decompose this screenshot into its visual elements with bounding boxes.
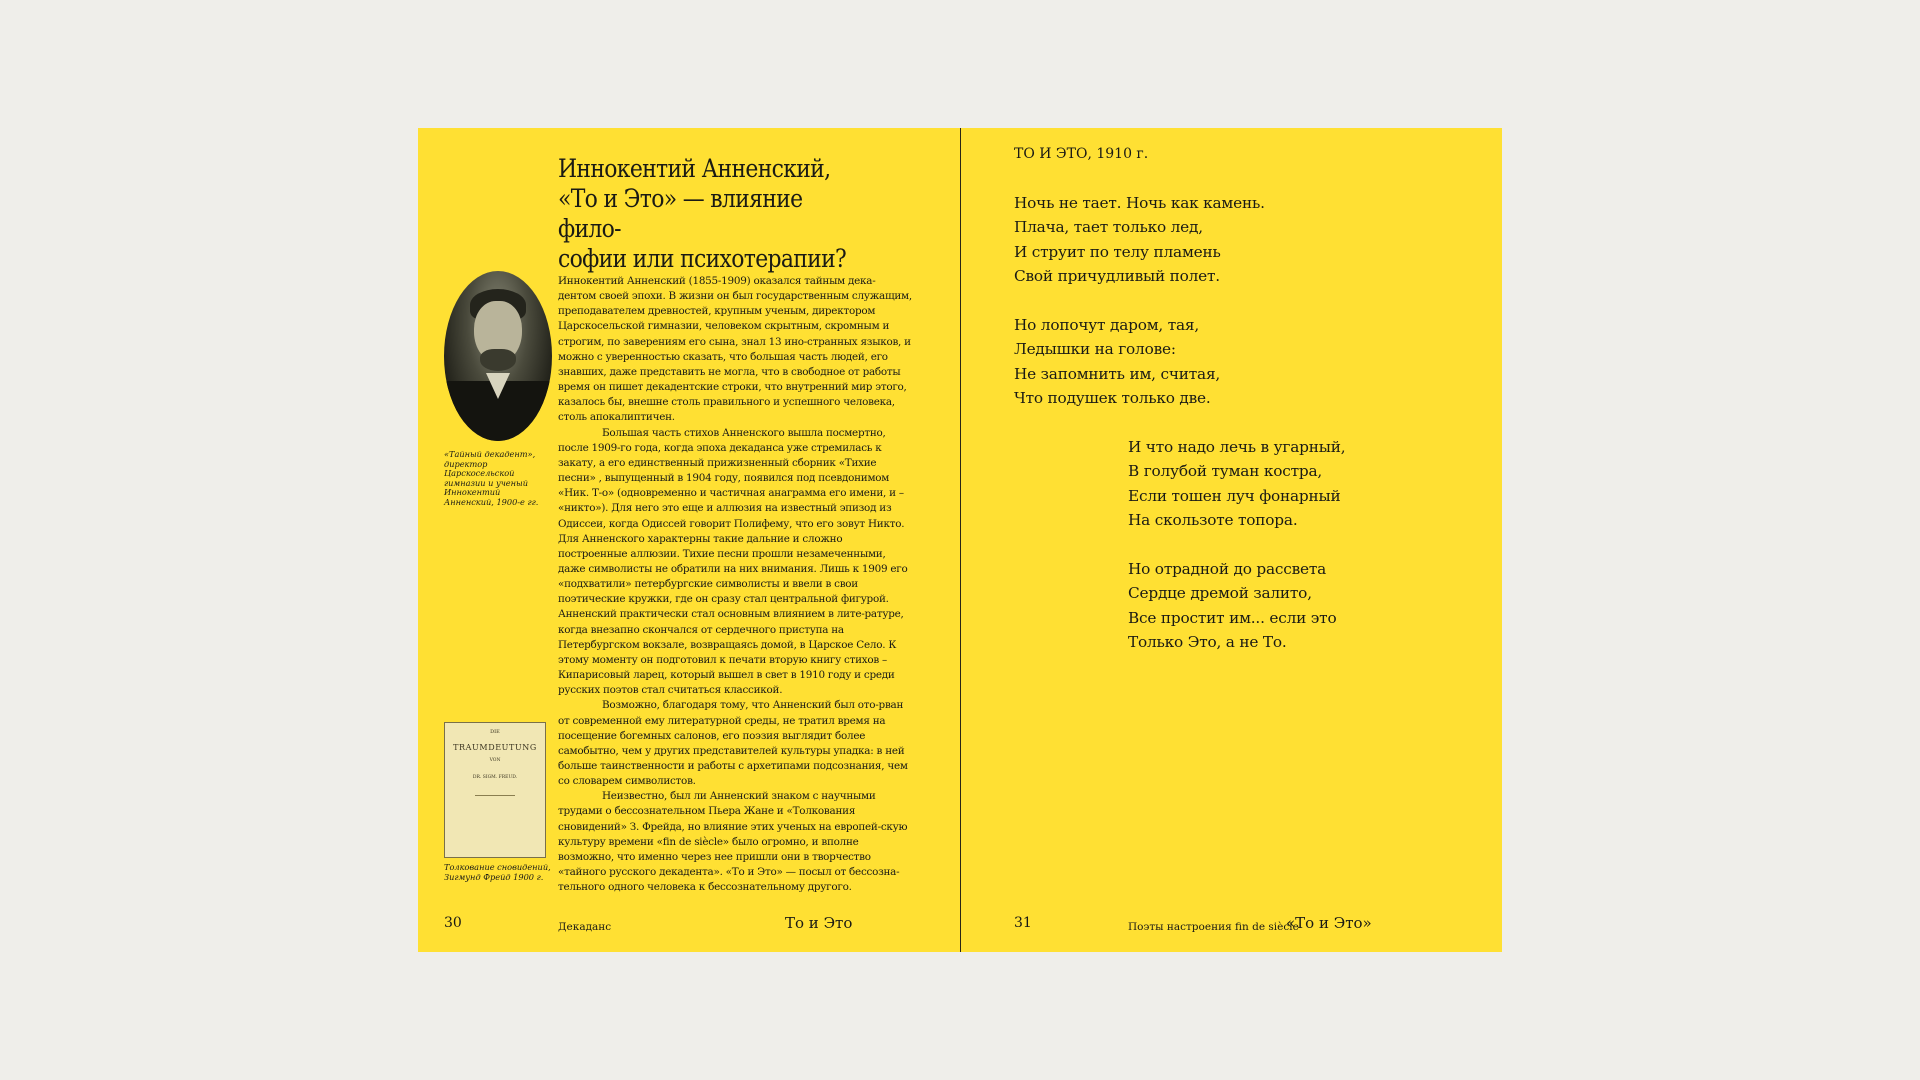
section-label: Поэты настроения fin de siècle	[1128, 921, 1299, 933]
poem-line: Что подушек только две.	[1014, 388, 1211, 407]
paragraph: Неизвестно, был ли Анненский знаком с научными трудами о бессознательном Пьера Жане и «Толкования сновидений» З. Фрейда, но влияние этих ученых на европей-скую культуру времени «fin de siècle» было огромно, и вполне возможно, что именно через нее пришли они в творчество «тайного русского декадента». «То и Это» — посыл от бессозна-тельного одного человека к бессознательному другого.	[558, 790, 908, 894]
portrait-caption: «Тайный декадент», директор Царскосельской гимназии и ученый Иннокентий Анненский, 1900-е гг.	[444, 449, 539, 507]
poem-line: Свой причудливый полет.	[1014, 266, 1220, 285]
left-page	[418, 128, 960, 952]
poem-line: И струит по телу пламень	[1014, 242, 1221, 261]
section-label: Декаданс	[558, 921, 612, 933]
paragraph: Иннокентий Анненский (1855-1909) оказался тайным дека-дентом своей эпохи. В жизни он был государственным служащим, преподавателем древностей, крупным ученым, директором Царскосельской гимназии, человеком скрытным, скромным и строгим, по заверениям его сына, знал 13 ино-странных языков, и можно с уверенностью сказать, что большая часть людей, его знавших, даже представить не могла, что в свободное от работы время он пишет декадентские строки, что внутренний мир этого, казалось бы, внешне столь правильного и успешного человека, столь апокалиптичен.	[558, 275, 912, 424]
book-cover-author: DR. SIGM. FREUD.	[472, 775, 518, 780]
poem-heading: ТО И ЭТО, 1910 г.	[1014, 146, 1149, 162]
book-cover-line: VON	[489, 758, 501, 763]
magazine-spread	[418, 128, 1502, 952]
poem-line: Но отрадной до рассвета	[1128, 560, 1327, 578]
poem-line: Только Это, а не То.	[1128, 632, 1287, 651]
article-body	[558, 274, 913, 895]
right-page	[961, 128, 1502, 952]
article-title: Иннокентий Анненский, «То и Это» — влияние фило- софии или психотерапии?	[558, 154, 847, 274]
paragraph: Большая часть стихов Анненского вышла посмертно, после 1909-го года, когда эпоха декаданса уже стремилась к закату, а его единственный прижизненный сборник «Тихие песни» , выпущенный в 1904 году, появился под псевдонимом «Ник. Т-о» (одновременно и частичная анаграмма его имени, и – «никто»). Для него это еще и аллюзия на известный эпизод из Одиссеи, когда Одиссей говорит Полифему, что его зовут Никто. Для Анненского характерны такие дальние и сложно построенные аллюзии. Тихие песни прошли незамеченными, даже символисты не обратили на них внимания. Лишь к 1909 его «подхватили» петербургские символисты и ввели в свои поэтические кружки, где он сразу стал центральной фигурой. Анненский практически стал основным влиянием в лите-ратуре, когда внезапно скончался от сердечного приступа на Петербургском вокзале, возвращаясь домой, в Царское Село. К этому моменту он подготовил к печати вторую книгу стихов – Кипарисовый ларец, который вышел в свет в 1910 году и среди русских поэтов стал считаться классикой.	[558, 426, 908, 697]
poem-line: Все простит им... если это	[1128, 608, 1337, 627]
poem-line: Если тошен луч фонарный	[1128, 486, 1341, 505]
portrait-photo	[444, 271, 552, 441]
poem-line: Ледышки на голове:	[1014, 340, 1176, 359]
poem-line: Но лопочут даром, тая,	[1014, 316, 1200, 334]
poem-stanza	[1014, 191, 1265, 288]
paragraph: Возможно, благодаря тому, что Анненский был ото-рван от современной ему литературной среды, не тратил время на посещение богемных салонов, его поэзия выглядит более самобытно, чем у других представителей культуры упадка: в ней больше таинственности и работы с архетипами подсознания, чем со словарем символистов.	[558, 699, 908, 788]
poem-line: И что надо лечь в угарный,	[1128, 438, 1346, 456]
book-cover-rule	[475, 795, 515, 796]
book-cover-image	[444, 722, 546, 858]
running-title: «То и Это»	[1286, 914, 1372, 932]
poem-line: Плача, тает только лед,	[1014, 218, 1203, 237]
page-number: 31	[1014, 915, 1032, 931]
poem-line: Сердце дремой залито,	[1128, 584, 1312, 603]
poem-line: Ночь не тает. Ночь как камень.	[1014, 194, 1265, 212]
poem-line: Не запомнить им, считая,	[1014, 364, 1221, 383]
book-caption: Толкование сновидений, Зигмунд Фрейд 1900 г.	[444, 862, 551, 882]
poem-line: На скользоте топора.	[1128, 510, 1298, 529]
poem-stanza	[1128, 557, 1336, 654]
poem-stanza	[1014, 313, 1220, 410]
running-title: То и Это	[785, 914, 853, 932]
poem-line: В голубой туман костра,	[1128, 462, 1323, 481]
page-number: 30	[444, 915, 462, 931]
poem-stanza	[1128, 435, 1345, 532]
book-cover-line: DIE	[490, 729, 500, 735]
book-cover-title: TRAUMDEUTUNG	[453, 743, 537, 752]
